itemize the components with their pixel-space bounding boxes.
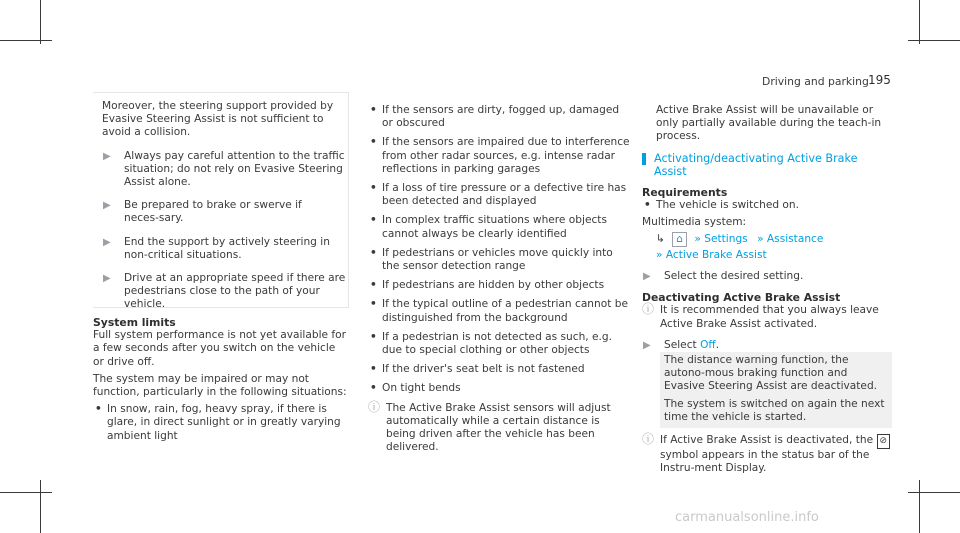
menu-path (642, 232, 892, 247)
column-2 (368, 104, 630, 454)
section-title-text: Activating/deactivating Active Brake Assist (654, 151, 858, 178)
teach-in-text: Active Brake Assist will be unavailable or only partially available during the teach‑in process. (656, 104, 882, 143)
bullet-icon: • (370, 279, 377, 292)
result-text: The distance warning function, the autono‑mous braking function and Evasive Steering Assist are deactivated. (664, 354, 878, 393)
path-chevron-icon: » (656, 248, 663, 261)
list-item-text: If the typical outline of a pedestrian cannot be distinguished from the background (382, 298, 628, 324)
result-text: The system is switched on again the next time the vehicle is started. (664, 397, 885, 423)
list-item-text: If the driver's seat belt is not fastened (382, 363, 585, 376)
crop-mark (40, 480, 41, 533)
system-limits (93, 316, 348, 449)
info-note (642, 434, 892, 476)
path-settings: Settings (704, 232, 748, 245)
column-1 (102, 100, 347, 322)
step-text: Drive at an appropriate speed if there are pedestrians close to the path of your vehicle. (124, 272, 346, 311)
crop-mark (908, 40, 960, 41)
arrow-icon: ▶ (103, 273, 111, 285)
step-text: End the support by actively steering in non‑critical situations. (124, 235, 330, 261)
limits-paragraph: Full system performance is not yet available for a few seconds after you switch on the vehicle or drive off. (93, 329, 346, 368)
crop-mark (0, 40, 52, 41)
path-chevron-icon: » (694, 232, 701, 245)
bullet-icon: • (644, 199, 651, 212)
deactivating-heading: Deactivating Active Brake Assist (642, 291, 841, 305)
crop-mark (40, 0, 41, 44)
path-active-brake-assist: Active Brake Assist (665, 248, 767, 261)
list-item (368, 331, 630, 357)
watermark: carmanualsonline.info (675, 510, 819, 525)
step-text: Always pay careful attention to the traffic situation; do not rely on Evasive Steering Assist alone. (124, 149, 345, 189)
page-number: 195 (868, 73, 891, 87)
note-text: symbol appears in the status bar of the Instru‑ment Display. (660, 449, 870, 475)
arrow-icon: ▶ (103, 200, 111, 212)
path-assistance: Assistance (766, 232, 824, 245)
section-title (642, 152, 892, 178)
arrow-icon: ▶ (643, 339, 651, 351)
bullet-icon: • (370, 363, 377, 376)
result-box (660, 352, 892, 428)
list-item (368, 247, 630, 273)
list-item (368, 363, 630, 376)
arrow-icon: ▶ (643, 271, 651, 283)
bullet-icon: • (370, 382, 377, 395)
running-header: Driving and parking (762, 75, 869, 88)
arrow-icon: ▶ (103, 236, 111, 248)
arrow-icon: ▶ (103, 150, 111, 162)
menu-path-cont (642, 249, 892, 262)
path-chevron-icon: » (757, 232, 764, 245)
note-text: If Active Brake Assist is deactivated, the (660, 434, 874, 447)
warning-step (102, 199, 347, 225)
note-text: The Active Brake Assist sensors will adjust automatically while a certain distance is being driven after the vehicle has been delivered. (386, 401, 611, 454)
warning-step (102, 150, 347, 190)
list-item (368, 382, 630, 395)
note-text: It is recommended that you always leave Active Brake Assist activated. (660, 304, 879, 330)
list-item (368, 298, 630, 324)
crop-mark (919, 480, 920, 533)
crop-mark (0, 492, 52, 493)
column-3 (642, 104, 892, 476)
list-item-text: If pedestrians are hidden by other objects (382, 279, 605, 292)
enter-arrow-icon: ↳ (656, 232, 665, 245)
list-item-text: If pedestrians or vehicles move quickly into the sensor detection range (382, 246, 613, 273)
warning-intro: Moreover, the steering support provided by Evasive Steering Assist is not sufficient to avoid a collision. (102, 100, 334, 139)
system-limits-heading: System limits (93, 316, 176, 329)
bullet-icon: • (370, 104, 377, 116)
home-icon: ⌂ (672, 232, 687, 247)
section-marker (642, 153, 646, 165)
warning-step (102, 236, 347, 262)
list-item (642, 199, 892, 212)
instruction-step (642, 270, 892, 283)
off-option: Off (700, 338, 716, 351)
list-item-text: If the sensors are dirty, fogged up, damaged or obscured (382, 104, 620, 130)
step-text: Be prepared to brake or swerve if neces‑sary. (124, 199, 302, 225)
info-note (368, 399, 630, 455)
bullet-icon: • (370, 214, 377, 227)
list-item-text: In complex traffic situations where objects cannot always be clearly identified (382, 214, 607, 240)
list-item-text: In snow, rain, fog, heavy spray, if there is glare, in direct sunlight or in greatly varying ambient light (107, 403, 341, 442)
info-icon: ⓘ (642, 432, 655, 447)
multimedia-label: Multimedia system: (642, 216, 747, 229)
list-item (368, 104, 630, 130)
list-item (368, 214, 630, 240)
bullet-icon: • (370, 182, 377, 195)
info-note (642, 304, 892, 330)
list-item-text: On tight bends (382, 382, 461, 395)
crop-mark (908, 492, 960, 493)
bullet-icon: • (370, 330, 377, 343)
list-item-text: If the sensors are impaired due to interference from other radar sources, e.g. intense radar reflections in parking garages (382, 136, 630, 175)
step-text: Select (664, 338, 697, 351)
info-icon: ⓘ (368, 399, 381, 414)
list-item-text: The vehicle is switched on. (656, 199, 799, 212)
brake-assist-off-symbol-icon: ⊘ (877, 434, 891, 449)
list-item-text: If a pedestrian is not detected as such, e.g. due to special clothing or other objects (382, 330, 613, 357)
limits-paragraph: The system may be impaired or may not function, particularly in the following situations: (93, 372, 347, 399)
period: . (715, 338, 720, 351)
instruction-step (642, 339, 892, 352)
requirements-heading: Requirements (642, 186, 728, 200)
list-item (93, 403, 348, 443)
bullet-icon: • (95, 403, 102, 416)
bullet-icon: • (370, 136, 377, 149)
list-item (368, 279, 630, 292)
list-item (368, 136, 630, 176)
crop-mark (919, 0, 920, 44)
step-text: Select the desired setting. (664, 270, 804, 283)
list-item (368, 182, 630, 208)
list-item-text: If a loss of tire pressure or a defective tire has been detected and displayed (382, 182, 627, 208)
warning-step (102, 272, 347, 312)
info-icon: ⓘ (642, 302, 655, 317)
bullet-icon: • (370, 246, 377, 259)
bullet-icon: • (370, 298, 377, 311)
